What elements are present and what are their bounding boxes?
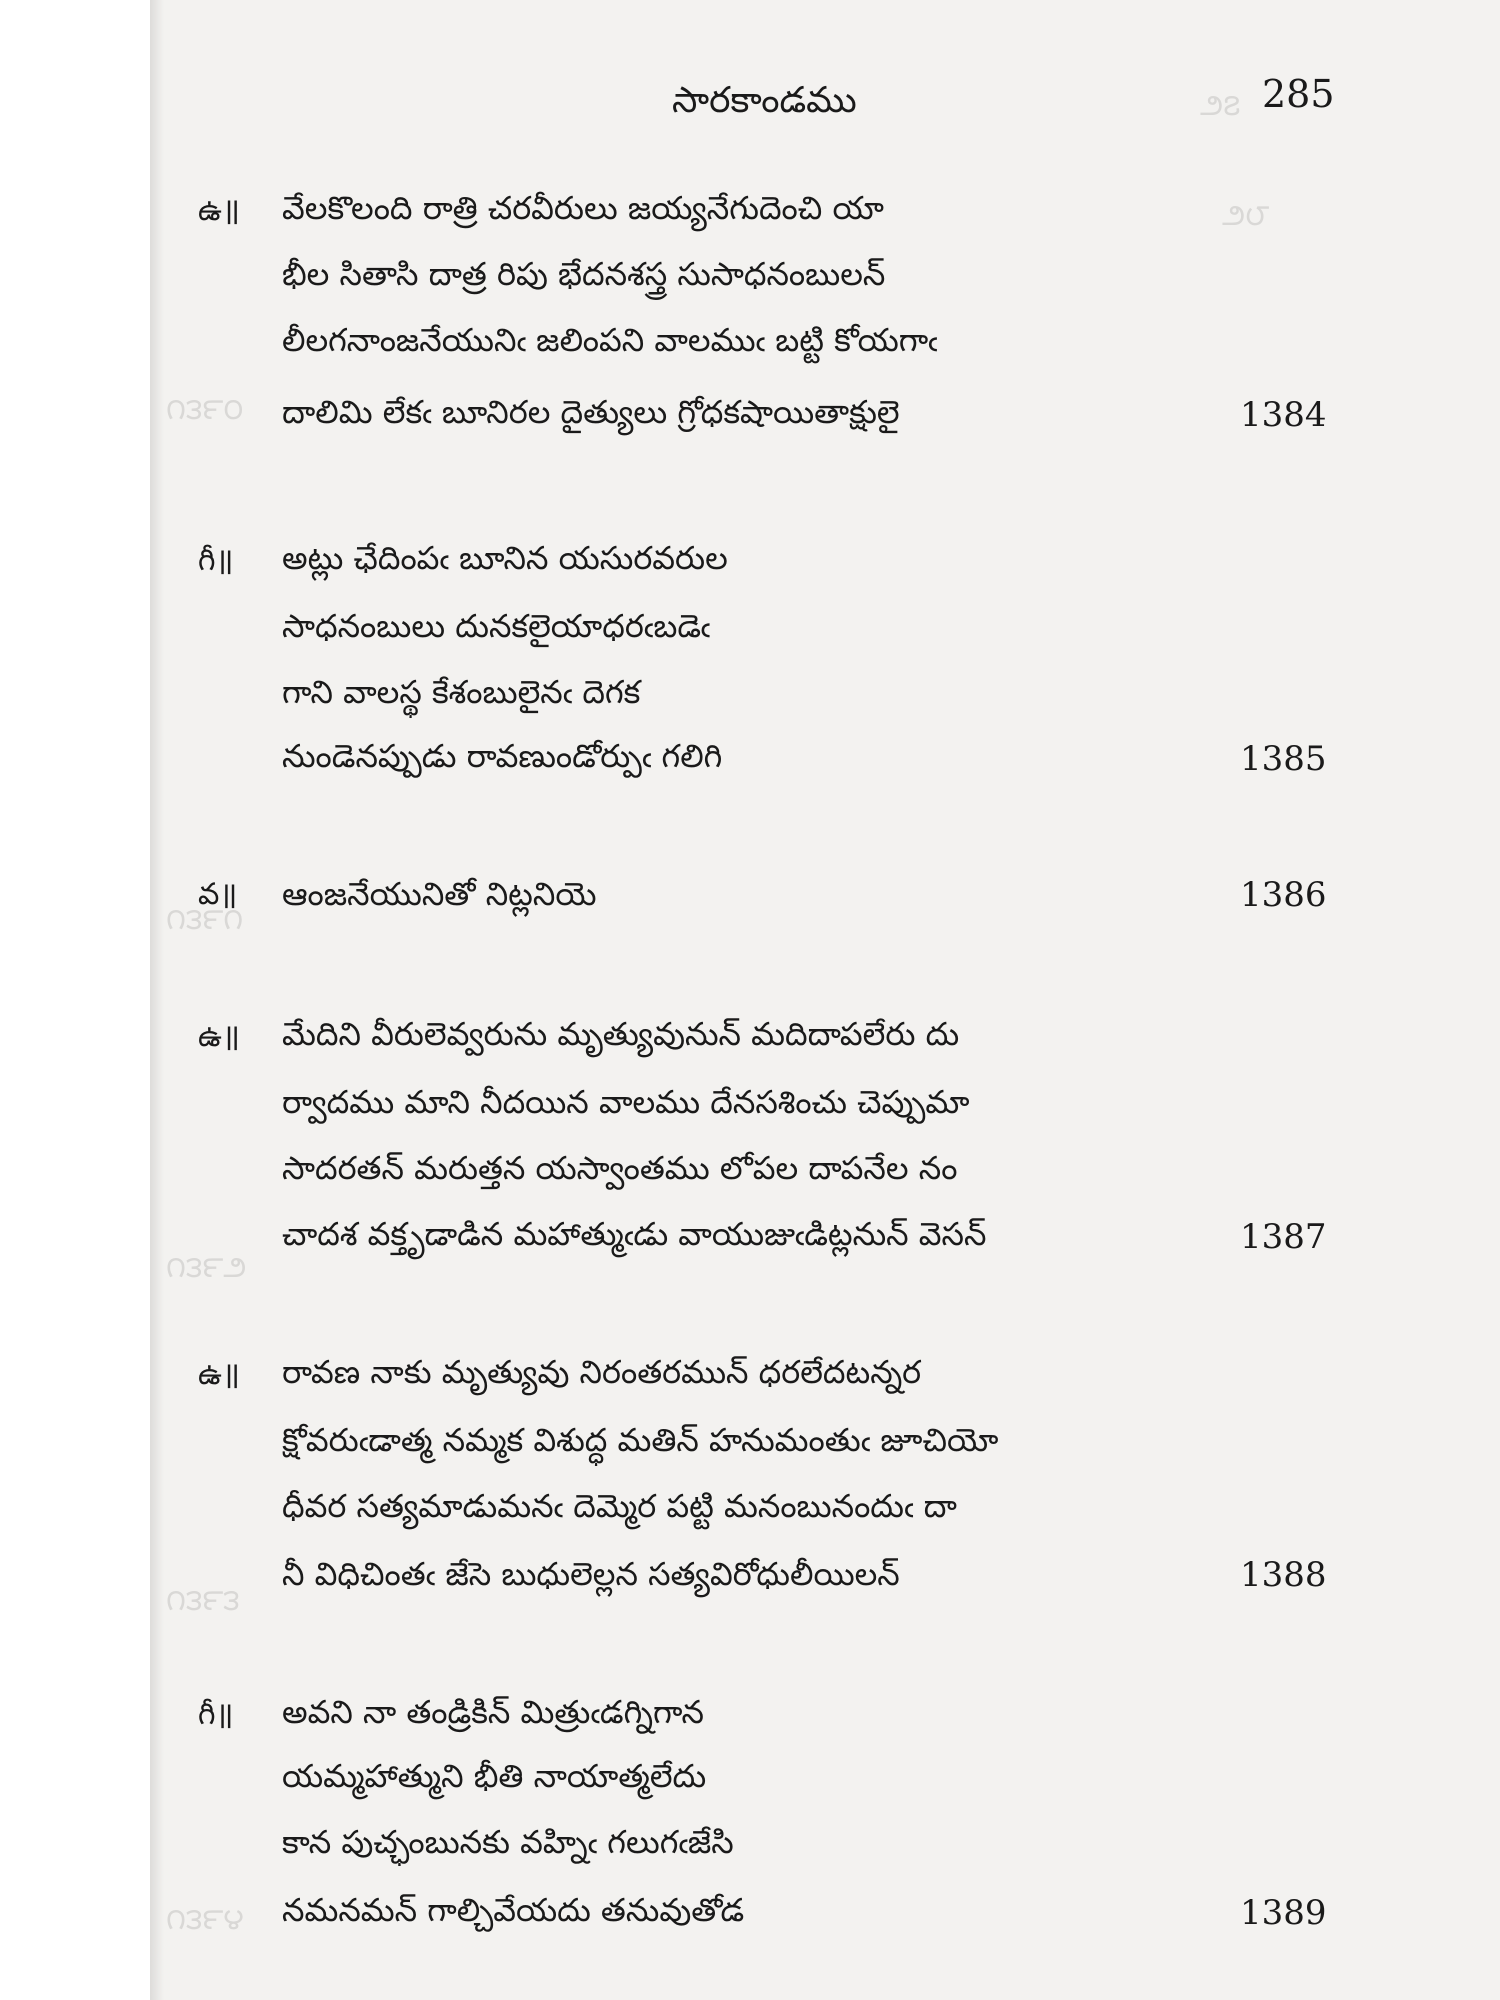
meter-label: వ॥ xyxy=(198,877,238,912)
verse-line: ఆంజనేయునితో నిట్లనియె xyxy=(282,875,597,913)
verse-line: భీల సితాసి దాత్ర రిపు భేదనశస్త్ర సుసాధనంబులన్ xyxy=(282,255,886,293)
verse-line: దాలిమి లేకఁ బూనిరల దైత్యులు గ్రోధకషాయితాక్షులై xyxy=(282,393,900,431)
verse-line: యమ్మహాత్ముని భీతి నాయాత్మలేదు xyxy=(282,1757,707,1795)
verse-line: క్షోవరుఁడాత్మ నమ్మక విశుద్ధ మతిన్ హనుమంతుఁ జూచియో xyxy=(282,1421,999,1459)
verse-line: అట్లు ఛేదింపఁ బూనిన యసురవరుల xyxy=(282,539,728,577)
verse-line: నుండెనప్పుడు రావణుండోర్పుఁ గలిగి xyxy=(282,737,723,775)
verse-number: 1386 xyxy=(1240,875,1327,915)
verse-line: కాన పుచ్ఛంబునకు వహ్నిఁ గలుగఁజేసి xyxy=(282,1823,734,1861)
verse-line: లీలగనాంజనేయునిఁ జలింపని వాలముఁ బట్టి కోయగాఁ xyxy=(282,321,938,359)
bleed-through-mark: ౨౭ xyxy=(1200,88,1241,123)
verse-line: మేదిని వీరులెవ్వరును మృత్యువునున్ మదిదాపలేరు దు xyxy=(282,1015,960,1053)
page-edge-shadow xyxy=(150,0,164,2000)
verse-line: గాని వాలస్థ కేశంబులైనఁ దెగక xyxy=(282,673,641,711)
meter-label: గీ॥ xyxy=(198,543,234,578)
verse-number: 1388 xyxy=(1240,1555,1327,1595)
verse-line: చాదశ వక్తృడాడిన మహాత్ముఁడు వాయుజుఁడిట్లనున్ వెసన్ xyxy=(282,1215,987,1253)
verse-line: సాధనంబులు దునకలైయాధరఁబడెఁ xyxy=(282,607,711,645)
verse-line: వేలకొలంది రాత్రి చరవీరులు జయ్యనేగుదెంచి యా xyxy=(282,189,884,227)
page-number: 285 xyxy=(1262,72,1335,116)
verse-line: నీ విధిచింతఁ జేసె బుధులెల్లన సత్యవిరోధులీయిలన్ xyxy=(282,1555,900,1593)
meter-label: ఉ॥ xyxy=(198,1019,240,1054)
verse-line: ధీవర సత్యమాడుమనఁ దెమ్మెర పట్టి మనంబునందుఁ దా xyxy=(282,1487,957,1525)
verse-number: 1389 xyxy=(1240,1893,1327,1933)
verse-line: అవని నా తండ్రికిన్ మిత్రుఁడగ్నిగాన xyxy=(282,1693,704,1731)
verse-line: నమనమన్ గాల్చివేయదు తనువుతోడ xyxy=(282,1891,745,1929)
bleed-through-mark: ౧౩౯౨ xyxy=(166,1250,247,1285)
verse-number: 1384 xyxy=(1240,395,1327,435)
meter-label: ఉ॥ xyxy=(198,193,240,228)
verse-line: సాదరతన్ మరుత్తన యస్వాంతము లోపల దాపనేల నం xyxy=(282,1149,958,1187)
bleed-through-mark: ౧౩౯౧ xyxy=(166,902,244,937)
meter-label: గీ॥ xyxy=(198,1697,234,1732)
bleed-through-mark: ౧౩౯౩ xyxy=(166,1583,240,1618)
bleed-through-mark: ౨౮ xyxy=(1222,198,1270,233)
verse-line: ర్వాదము మాని నీదయిన వాలము దేనసశించు చెప్పుమా xyxy=(282,1083,970,1121)
meter-label: ఉ॥ xyxy=(198,1357,240,1392)
verse-number: 1385 xyxy=(1240,739,1327,779)
verse-line: రావణ నాకు మృత్యువు నిరంతరమున్ ధరలేదటన్నర xyxy=(282,1353,922,1391)
page-title: సారకాండము xyxy=(672,80,857,121)
bleed-through-mark: ౧౩౯౦ xyxy=(166,392,244,427)
verse-number: 1387 xyxy=(1240,1217,1327,1257)
bleed-through-mark: ౧౩౯౪ xyxy=(166,1902,244,1937)
